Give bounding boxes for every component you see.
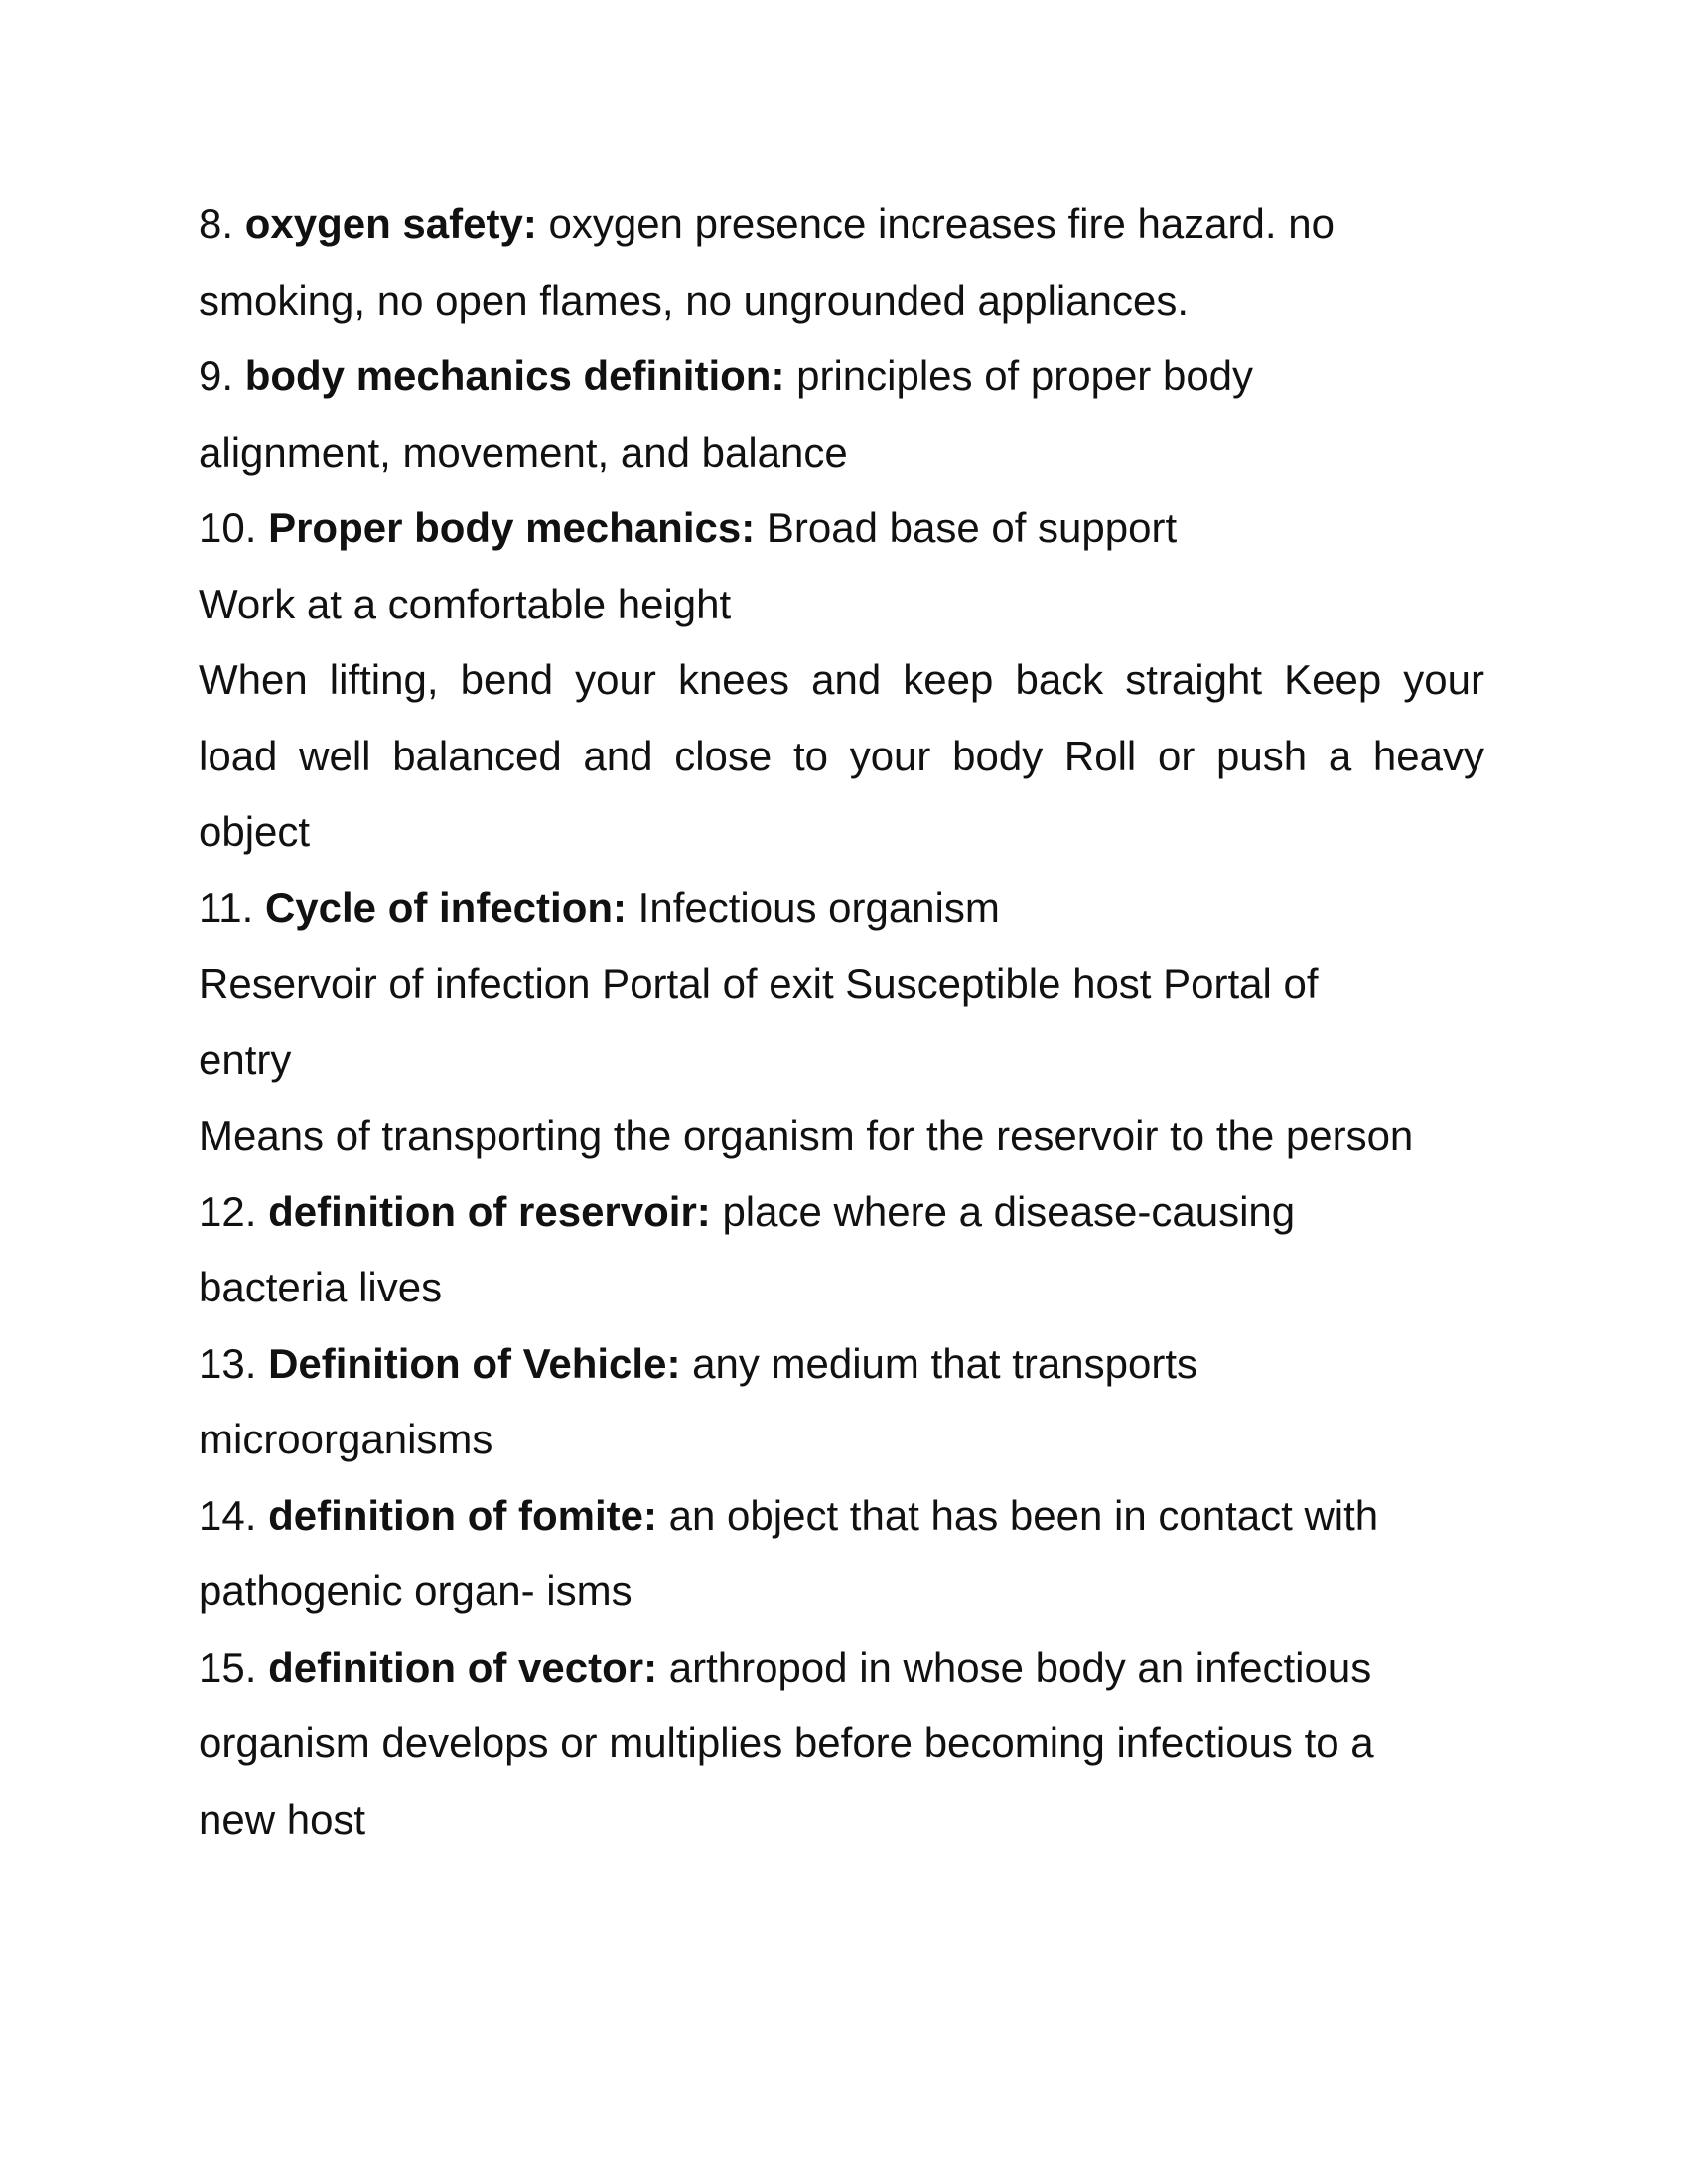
item-text: Broad base of support bbox=[766, 504, 1178, 551]
item-text-line: entry bbox=[199, 1035, 292, 1083]
item-text-line: object bbox=[199, 808, 311, 855]
item-11-first-line bbox=[199, 871, 1484, 947]
item-number: 14. bbox=[199, 1491, 257, 1539]
item-14-first-line bbox=[199, 1478, 1484, 1555]
item-text: principles of proper body bbox=[796, 352, 1254, 399]
item-text: Infectious organism bbox=[637, 884, 1000, 931]
item-number: 10. bbox=[199, 504, 257, 551]
item-text-line: Means of transporting the organism for the reservoir to the person bbox=[199, 1112, 1414, 1159]
item-12-first-line bbox=[199, 1174, 1484, 1251]
item-term: Proper body mechanics: bbox=[268, 504, 756, 551]
item-text: place where a disease-causing bbox=[722, 1187, 1296, 1235]
item-text: any medium that transports bbox=[692, 1339, 1198, 1387]
item-term: definition of reservoir: bbox=[268, 1187, 711, 1235]
item-text-line: Work at a comfortable height bbox=[199, 580, 732, 627]
item-number: 11. bbox=[199, 884, 254, 931]
item-number: 9. bbox=[199, 352, 234, 399]
item-text-line: smoking, no open flames, no ungrounded appliances. bbox=[199, 276, 1190, 324]
item-text: arthropod in whose body an infectious bbox=[668, 1643, 1372, 1691]
item-number: 8. bbox=[199, 201, 234, 247]
item-term: body mechanics definition: bbox=[244, 352, 785, 399]
item-text: an object that has been in contact with bbox=[668, 1491, 1379, 1539]
document-page bbox=[199, 187, 1484, 1857]
item-term: definition of fomite: bbox=[268, 1491, 657, 1539]
item-10-first-line bbox=[199, 490, 1484, 567]
item-13-first-line bbox=[199, 1326, 1484, 1403]
item-number: 13. bbox=[199, 1339, 257, 1387]
item-text-line: load well balanced and close to your body Roll or push a heavy bbox=[199, 732, 1484, 779]
item-8-first-line bbox=[199, 187, 1484, 263]
item-text-line: pathogenic organ- isms bbox=[199, 1568, 633, 1614]
item-term: definition of vector: bbox=[268, 1643, 658, 1691]
item-text-line: microorganisms bbox=[199, 1416, 493, 1462]
item-number: 12. bbox=[199, 1187, 257, 1235]
item-text-line: alignment, movement, and balance bbox=[199, 428, 848, 476]
item-text-line: Reservoir of infection Portal of exit Susceptible host Portal of bbox=[199, 960, 1319, 1007]
item-15-first-line bbox=[199, 1630, 1484, 1706]
item-term: Definition of Vehicle: bbox=[268, 1339, 681, 1387]
item-text: oxygen presence increases fire hazard. no bbox=[548, 201, 1335, 247]
item-text-line: new host bbox=[199, 1795, 366, 1843]
item-number: 15. bbox=[199, 1643, 257, 1691]
item-term: oxygen safety: bbox=[244, 201, 537, 247]
item-9-first-line bbox=[199, 339, 1484, 415]
item-text-line: When lifting, bend your knees and keep back straight Keep your bbox=[199, 656, 1484, 703]
item-text-line: bacteria lives bbox=[199, 1264, 443, 1310]
item-text-line: organism develops or multiplies before becoming infectious to a bbox=[199, 1719, 1374, 1766]
item-term: Cycle of infection: bbox=[264, 884, 627, 931]
